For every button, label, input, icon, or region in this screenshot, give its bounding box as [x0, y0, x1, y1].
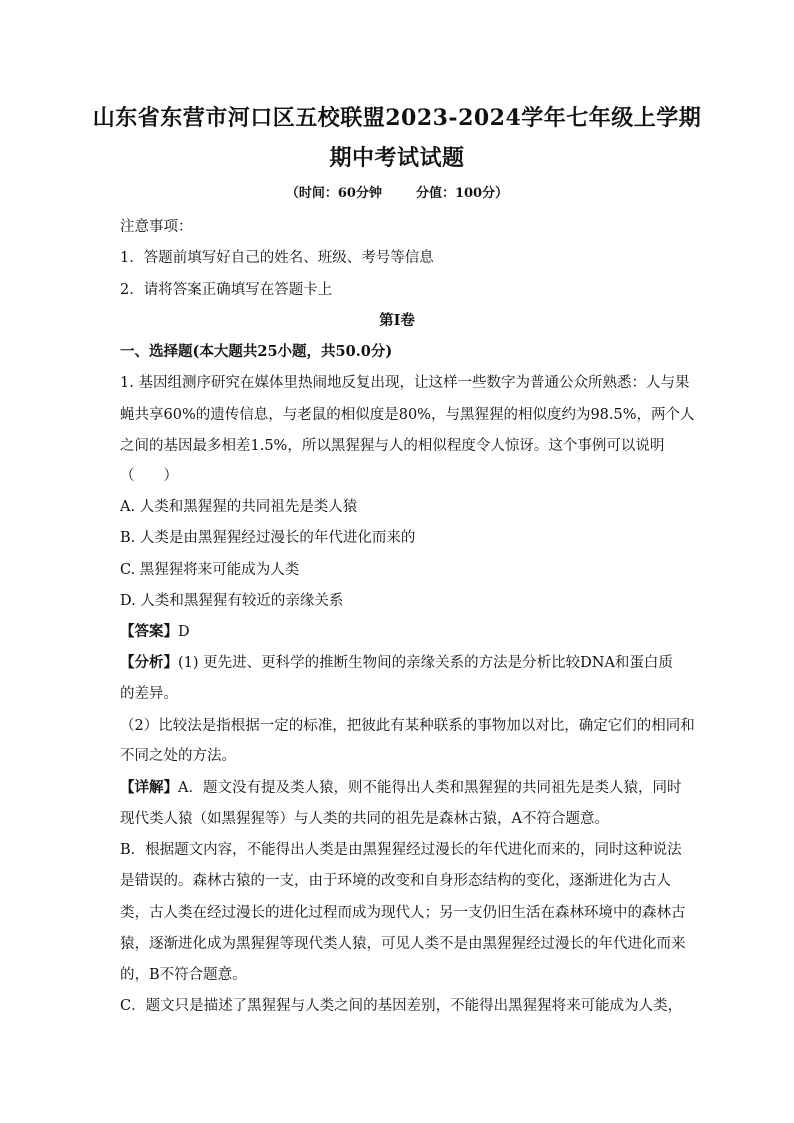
analysis-label: 【分析】: [120, 654, 178, 671]
option-a: A. 人类和黑猩猩的共同祖先是类人猿: [120, 499, 358, 515]
exam-time: （时间：60分钟: [285, 186, 382, 201]
volume-heading: 第I卷: [379, 312, 415, 329]
question-text: 蝇共享60%的遗传信息，与老鼠的相似度是80%，与黑猩猩的相似度约为98.5%，两个人: [120, 407, 695, 423]
explanation-text: B．根据题文内容，不能得出人类是由黑猩猩经过漫长的年代进化而来的，同时这种说法: [120, 842, 682, 858]
note-item: 2．请将答案正确填写在答题卡上: [120, 282, 333, 298]
document-title-line2: 期中考试试题: [329, 145, 465, 171]
explanation-label: 【详解】: [120, 779, 178, 796]
answer-line: [120, 622, 680, 642]
explanation-text: 是错误的。森林古猿的一支，由于环境的改变和自身形态结构的变化，逐渐进化为古人: [120, 873, 671, 889]
option-b: B. 人类是由黑猩猩经过漫长的年代进化而来的: [120, 530, 416, 546]
exam-meta: [60, 184, 734, 204]
notes-heading: 注意事项：: [120, 219, 193, 235]
explanation-text: 猿，逐渐进化成为黑猩猩等现代类人猿，可见人类不是由黑猩猩经过漫长的年代进化而来: [120, 936, 686, 952]
explanation-text: C．题文只是描述了黑猩猩与人类之间的基因差别，不能得出黑猩猩将来可能成为人类，: [120, 998, 683, 1014]
answer-label: 【答案】: [120, 623, 178, 640]
question-blank: （ ）: [120, 468, 178, 484]
option-c: C. 黑猩猩将来可能成为人类: [120, 562, 300, 578]
section-heading: 一、选择题(本大题共25小题，共50.0分): [120, 343, 393, 360]
note-item: 1．答题前填写好自己的姓名、班级、考号等信息: [120, 250, 434, 266]
analysis-text: (1) 更先进、更科学的推断生物间的亲缘关系的方法是分析比较DNA和蛋白质: [178, 655, 673, 671]
option-d: D. 人类和黑猩猩有较近的亲缘关系: [120, 593, 344, 609]
explanation-text: 现代类人猿（如黑猩猩等）与人类的共同的祖先是森林古猿，A不符合题意。: [120, 811, 609, 827]
explanation-text: A．题文没有提及类人猿，则不能得出人类和黑猩猩的共同祖先是类人猿，同时: [178, 780, 682, 796]
analysis-text: 不同之处的方法。: [120, 748, 236, 764]
analysis-line: [120, 653, 680, 673]
explanation-text: 的，B不符合题意。: [120, 967, 247, 983]
explanation-text: 类，古人类在经过漫长的进化过程而成为现代人；另一支仍旧生活在森林环境中的森林古: [120, 905, 686, 921]
explanation-line: [120, 778, 680, 798]
analysis-text: （2）比较法是指根据一定的标准，把彼此有某种联系的事物加以对比，确定它们的相同和: [120, 718, 695, 734]
question-text: 之间的基因最多相差1.5%，所以黑猩猩与人的相似程度令人惊讶。这个事例可以说明: [120, 438, 665, 454]
question-text: 1. 基因组测序研究在媒体里热闹地反复出现，让这样一些数字为普通公众所熟悉：人与果: [120, 375, 690, 391]
document-title-line1: 山东省东营市河口区五校联盟2023-2024学年七年级上学期: [92, 105, 702, 131]
answer-value: D: [178, 624, 190, 640]
exam-score: 分值：100分）: [415, 186, 509, 201]
analysis-text: 的差异。: [120, 686, 178, 702]
